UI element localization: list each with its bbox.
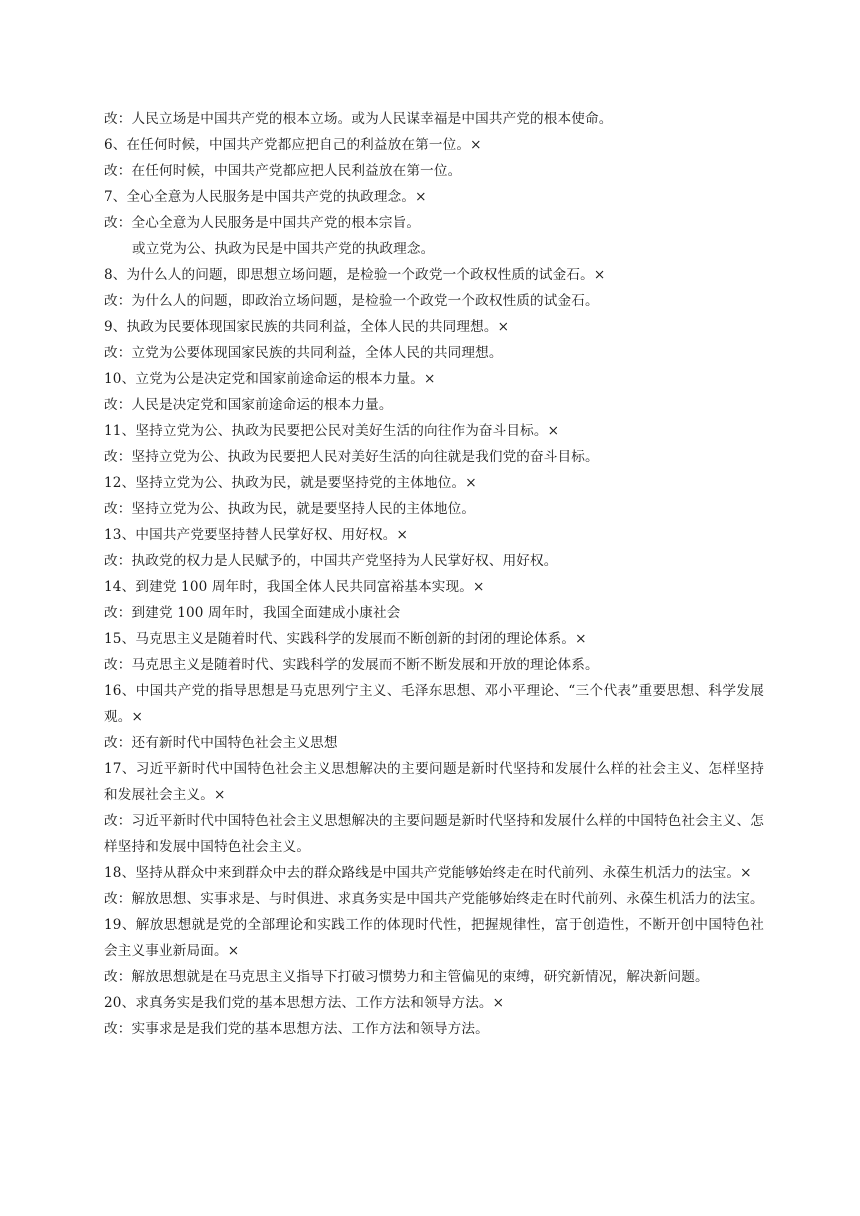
paragraph: 改：立党为公要体现国家民族的共同利益，全体人民的共同理想。 <box>104 345 503 361</box>
paragraph: 19、解放思想就是党的全部理论和实践工作的体现时代性，把握规律性，富于创造性，不断开创中国特色社会主义事业新局面。× <box>104 917 764 959</box>
paragraph: 15、马克思主义是随着时代、实践科学的发展而不断创新的封闭的理论体系。× <box>104 631 587 647</box>
paragraph: 改：人民是决定党和国家前途命运的根本力量。 <box>104 397 393 413</box>
paragraph: 改：坚持立党为公、执政为民，就是要坚持人民的主体地位。 <box>104 501 476 517</box>
paragraph: 16、中国共产党的指导思想是马克思列宁主义、毛泽东思想、邓小平理论、“三个代表”重要思想、科学发展观。× <box>104 683 764 725</box>
paragraph: 改：习近平新时代中国特色社会主义思想解决的主要问题是新时代坚持和发展什么样的中国特色社会主义、怎样坚持和发展中国特色社会主义。 <box>104 813 764 855</box>
paragraph: 改：实事求是是我们党的基本思想方法、工作方法和领导方法。 <box>104 1021 489 1037</box>
paragraph: 改：在任何时候，中国共产党都应把人民利益放在第一位。 <box>104 163 462 179</box>
paragraph: 9、执政为民要体现国家民族的共同利益，全体人民的共同理想。× <box>104 319 510 335</box>
paragraph: 12、坚持立党为公、执政为民，就是要坚持党的主体地位。× <box>104 475 477 491</box>
paragraph: 14、到建党 100 周年时，我国全体人民共同富裕基本实现。× <box>104 579 485 595</box>
paragraph: 17、习近平新时代中国特色社会主义思想解决的主要问题是新时代坚持和发展什么样的社会主义、怎样坚持和发展社会主义。× <box>104 761 764 803</box>
paragraph: 改：马克思主义是随着时代、实践科学的发展而不断不断发展和开放的理论体系。 <box>104 657 599 673</box>
paragraph: 10、立党为公是决定党和国家前途命运的根本力量。× <box>104 371 436 387</box>
paragraph: 改：执政党的权力是人民赋予的，中国共产党坚持为人民掌好权、用好权。 <box>104 553 558 569</box>
paragraph: 6、在任何时候，中国共产党都应把自己的利益放在第一位。× <box>104 137 482 153</box>
paragraph: 20、求真务实是我们党的基本思想方法、工作方法和领导方法。× <box>104 995 505 1011</box>
paragraph: 改：人民立场是中国共产党的根本立场。或为人民谋幸福是中国共产党的根本使命。 <box>104 111 613 127</box>
paragraph: 11、坚持立党为公、执政为民要把公民对美好生活的向往作为奋斗目标。× <box>104 423 560 439</box>
paragraph: 8、为什么人的问题，即思想立场问题，是检验一个政党一个政权性质的试金石。× <box>104 267 606 283</box>
paragraph: 7、全心全意为人民服务是中国共产党的执政理念。× <box>104 189 427 205</box>
paragraph: 改：解放思想就是在马克思主义指导下打破习惯势力和主管偏见的束缚，研究新情况，解决新问题。 <box>104 969 709 985</box>
paragraph: 或立党为公、执政为民是中国共产党的执政理念。 <box>132 241 435 257</box>
paragraph: 13、中国共产党要坚持替人民掌好权、用好权。× <box>104 527 409 543</box>
paragraph: 18、坚持从群众中来到群众中去的群众路线是中国共产党能够始终走在时代前列、永葆生机活力的法宝。× <box>104 865 752 881</box>
document-body <box>104 106 764 1042</box>
paragraph: 改：坚持立党为公、执政为民要把人民对美好生活的向往就是我们党的奋斗目标。 <box>104 449 599 465</box>
paragraph: 改：解放思想、实事求是、与时俱进、求真务实是中国共产党能够始终走在时代前列、永葆生机活力的法宝。 <box>104 891 764 907</box>
paragraph: 改：还有新时代中国特色社会主义思想 <box>104 735 338 751</box>
paragraph: 改：为什么人的问题，即政治立场问题，是检验一个政党一个政权性质的试金石。 <box>104 293 599 309</box>
paragraph: 改：全心全意为人民服务是中国共产党的根本宗旨。 <box>104 215 421 231</box>
paragraph: 改：到建党 100 周年时，我国全面建成小康社会 <box>104 605 401 621</box>
